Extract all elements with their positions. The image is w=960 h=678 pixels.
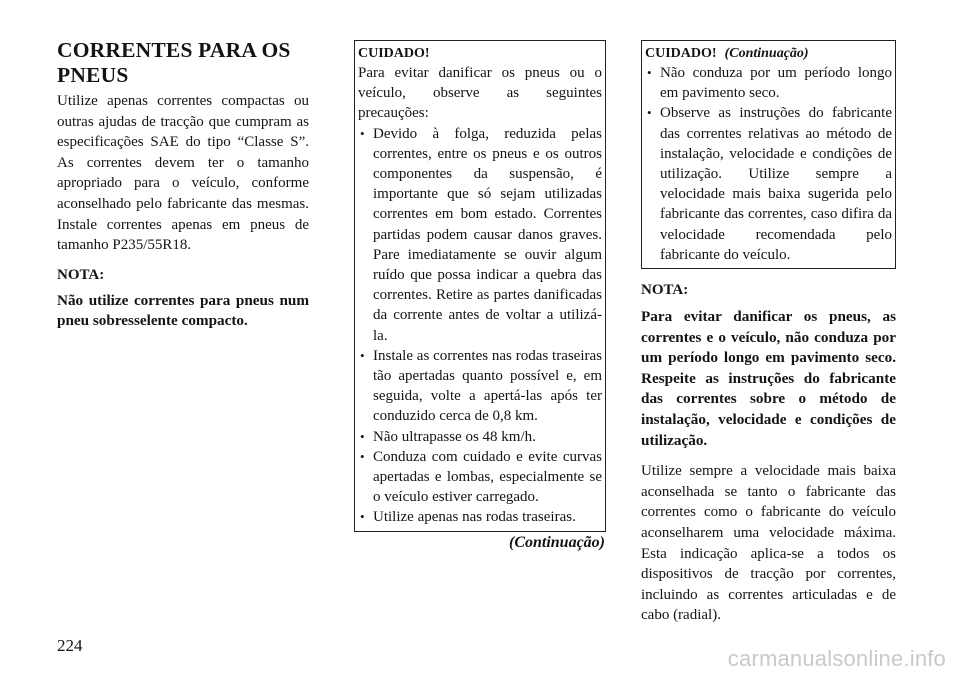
section-title: CORRENTES PARA OS PNEUS <box>57 38 291 87</box>
note-text: Não utilize correntes para pneus num pneu sobresselente compacto. <box>57 291 309 330</box>
column-right <box>641 40 896 626</box>
page-number: 224 <box>57 636 83 655</box>
list-item <box>358 346 602 427</box>
caution-continued-label: (Continuação) <box>724 46 809 61</box>
note-label: NOTA: <box>641 282 689 299</box>
caution-box-continued <box>641 40 896 269</box>
caution-title <box>645 45 892 63</box>
caution-title: CUIDADO! <box>358 46 430 61</box>
watermark: carmanualsonline.info <box>727 646 946 671</box>
list-item-text: Instale as correntes nas rodas traseiras tão apertadas quanto possível e, em seguida, volte a apertá-las após ter conduzido cerca de 0,8 km. <box>373 347 602 425</box>
note-text: Para evitar danificar os pneus, as correntes e o veículo, não conduza por um período longo em pavimento seco. Respeite as instruções do fabricante das correntes sobre o método de instalação, velocidade e condições de utilização. <box>641 308 896 449</box>
column-left <box>57 38 309 332</box>
list-item <box>645 63 892 103</box>
list-item-text: Utilize apenas nas rodas traseiras. <box>373 509 576 526</box>
list-item-text: Não conduza por um período longo em pavimento seco. <box>660 65 892 102</box>
list-item-text: Não ultrapasse os 48 km/h. <box>373 428 536 445</box>
bullet-icon: • <box>647 65 652 80</box>
caution-list <box>358 124 602 528</box>
list-item <box>358 427 602 447</box>
bullet-icon: • <box>647 105 652 121</box>
list-item <box>358 507 602 527</box>
bullet-icon: • <box>360 448 365 464</box>
bullet-icon: • <box>360 509 365 525</box>
caution-title-text: CUIDADO! <box>645 46 717 61</box>
list-item <box>358 124 602 346</box>
list-item-text: Conduza com cuidado e evite curvas apertadas e lombas, especialmente se o veículo estiver carregado. <box>373 448 602 506</box>
caution-list <box>645 63 892 265</box>
caution-intro: Para evitar danificar os pneus ou o veículo, observe as seguintes precauções: <box>358 65 602 122</box>
bullet-icon: • <box>360 125 365 141</box>
column-middle <box>354 40 606 553</box>
list-item <box>645 103 892 265</box>
caution-box <box>354 40 606 532</box>
continued-label: (Continuação) <box>508 533 605 551</box>
bullet-icon: • <box>360 428 365 444</box>
intro-paragraph: Utilize apenas correntes compactas ou outras ajudas de tracção que cumpram as especificações SAE do tipo “Classe S”. As correntes devem ter o tamanho apropriado para o veículo, conforme aconselhado pelo fabricante das mesmas. Instale correntes apenas em pneus de tamanho P235/55R18. <box>57 93 309 254</box>
note-label: NOTA: <box>57 266 105 283</box>
bullet-icon: • <box>360 347 365 363</box>
list-item-text: Devido à folga, reduzida pelas correntes, entre os pneus e os outros componentes da suspensão, é importante que só sejam utilizadas correntes em bom estado. Correntes partidas podem causar danos graves. Pare imediatamente se ouvir algum ruído que possa indicar a quebra das correntes. Retire as partes danificadas da corrente antes de voltar a utilizá-la. <box>373 125 602 344</box>
list-item-text: Observe as instruções do fabricante das correntes relativas ao método de instalação, velocidade e condições de utilização. Utilize sempre a velocidade mais baixa sugerida pelo fabricante das correntes, caso difira da velocidade recomendada pelo fabricante do veículo. <box>660 105 892 263</box>
list-item <box>358 447 602 508</box>
closing-paragraph: Utilize sempre a velocidade mais baixa aconselhada se tanto o fabricante das correntes como o fabricante do veículo aconselharem uma velocidade máxima. Esta indicação aplica-se a todos os dispositivos de tracção por correntes, incluindo as correntes articuladas e de cabo (radial). <box>641 463 896 624</box>
